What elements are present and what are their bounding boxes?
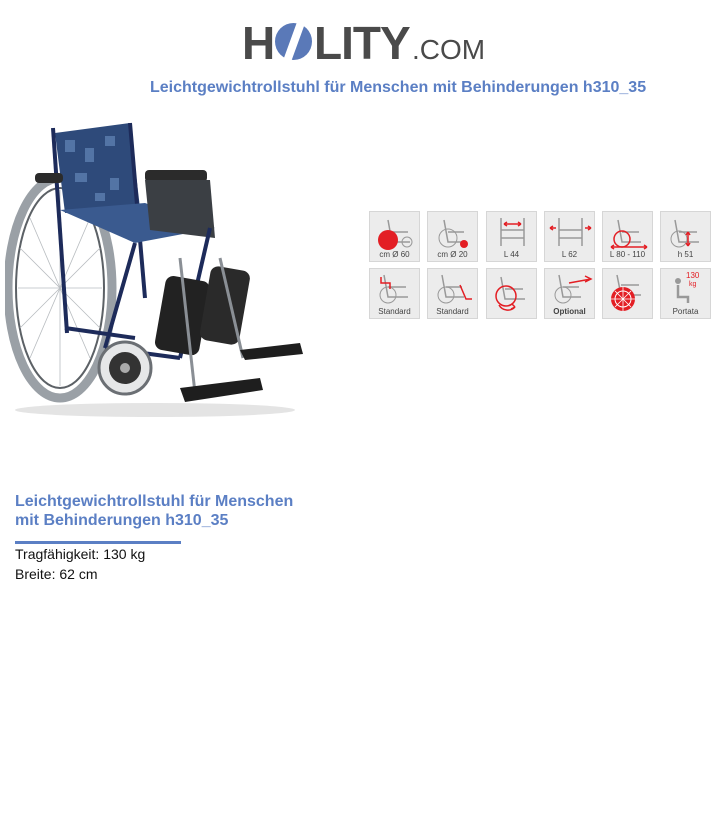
seat-height-icon — [660, 211, 711, 262]
feature-caption: Standard — [436, 307, 469, 316]
footrest-icon — [427, 268, 478, 319]
page-title: Leichtgewichtrollstuhl für Menschen mit Behinderungen h310_35 — [150, 79, 647, 96]
product-title: Leichtgewichtrollstuhl für Menschen mit Behinderungen h310_35 — [15, 493, 294, 529]
table-icon — [544, 268, 595, 319]
rear-wheel-icon — [369, 211, 420, 262]
spec-width: Breite: 62 cm — [15, 566, 98, 582]
feature-caption: L 44 — [503, 250, 520, 259]
feature-caption: cm Ø 60 — [379, 250, 410, 259]
svg-text:kg: kg — [689, 281, 697, 288]
capacity-badge: 130 — [686, 271, 700, 280]
spec-capacity: Tragfähigkeit: 130 kg — [15, 546, 146, 562]
front-wheel-icon — [427, 211, 478, 262]
feature-caption: L 80 - 110 — [609, 250, 646, 259]
holity-logo[interactable] — [242, 10, 486, 70]
feature-caption: h 51 — [677, 250, 694, 259]
logo-com: .COM — [412, 34, 486, 65]
armrest-icon — [369, 268, 420, 319]
logo-letters: LITY — [314, 17, 410, 69]
seat-width-icon — [486, 211, 537, 262]
logo-letter-h: H — [242, 17, 275, 69]
title-underline — [15, 541, 181, 544]
folding-icon — [486, 268, 537, 319]
feature-caption: Optional — [553, 307, 586, 316]
wheelchair-photo — [5, 118, 305, 418]
wheel-icon — [602, 268, 653, 319]
capacity-icon — [660, 268, 711, 319]
feature-caption: L 62 — [561, 250, 578, 259]
feature-caption: cm Ø 20 — [437, 250, 468, 259]
feature-caption: Portata — [672, 307, 699, 316]
feature-caption: Standard — [378, 307, 411, 316]
length-icon — [602, 211, 653, 262]
total-width-icon — [544, 211, 595, 262]
logo-o-mark — [275, 23, 312, 60]
